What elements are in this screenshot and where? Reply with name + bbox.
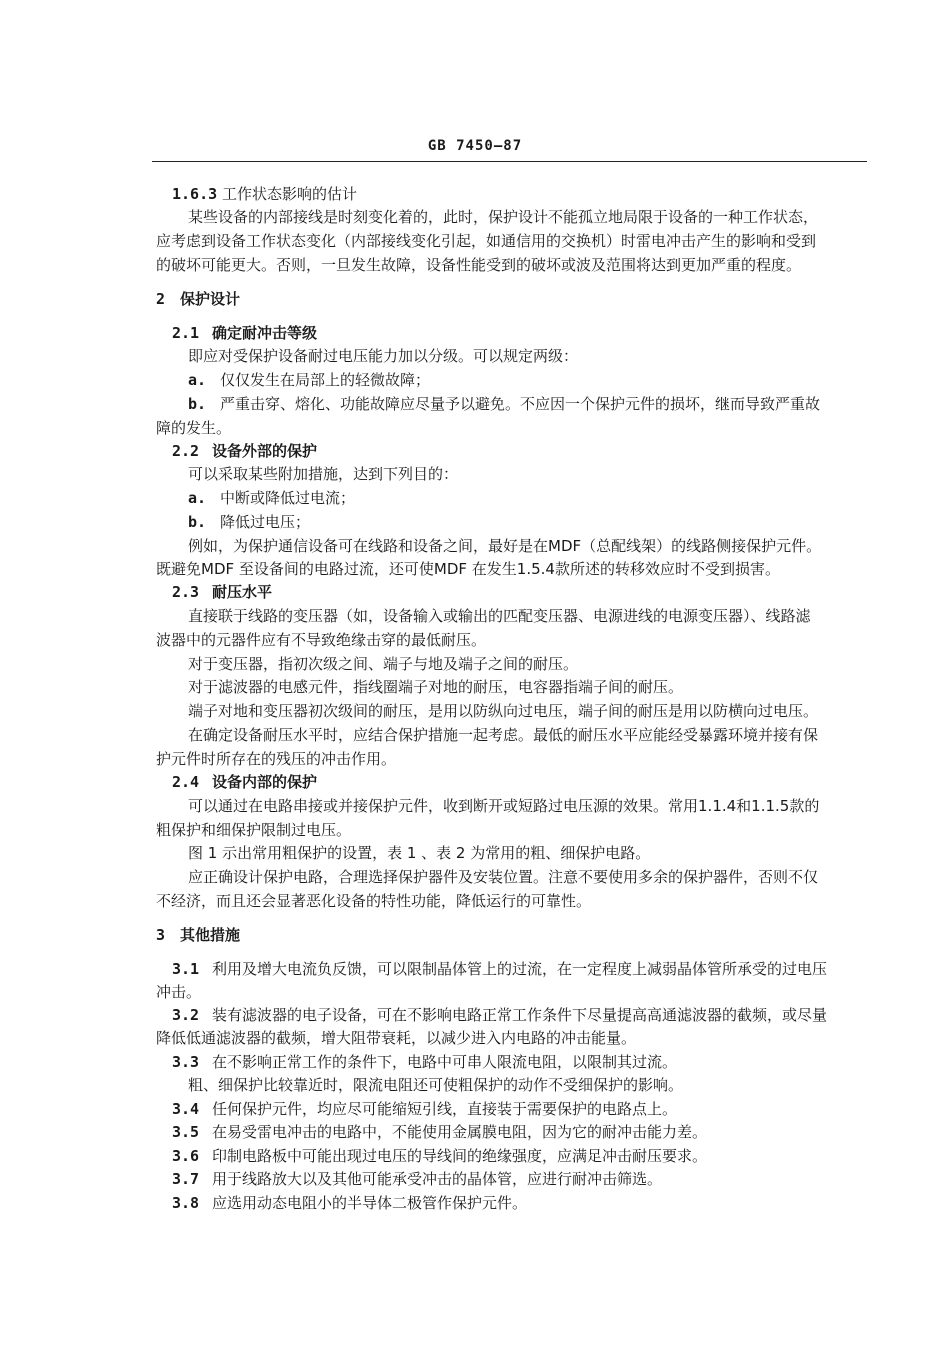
section-title: 保护设计 [180,290,241,308]
paragraph: 护元件时所存在的残压的冲击作用。 [156,750,397,768]
item-3-6 [172,1146,707,1166]
list-item-b [188,394,820,414]
list-label: a. [188,489,207,507]
paragraph: 障的发生。 [156,419,232,437]
paragraph: 对于变压器，指初次级之间、端子与地及端子之间的耐压。 [188,655,579,673]
paragraph: 可以通过在电路串接或并接保护元件，收到断开或短路过电压源的效果。常用1.1.4和1.1.5款的 [188,797,820,815]
paragraph: 粗、细保护比较靠近时，限流电阻还可使粗保护的动作不受细保护的影响。 [188,1076,684,1094]
paragraph: 图 1 示出常用粗保护的设置，表 1 、表 2 为常用的粗、细保护电路。 [188,844,651,862]
paragraph: 对于滤波器的电感元件，指线圈端子对地的耐压，电容器指端子间的耐压。 [188,678,684,696]
paragraph: 粗保护和细保护限制过电压。 [156,821,352,839]
paragraph: 即应对受保护设备耐过电压能力加以分级。可以规定两级： [188,347,579,365]
section-title: 其他措施 [180,926,241,944]
item-3-5 [172,1122,707,1142]
heading-2-1 [172,323,317,343]
section-title: 设备内部的保护 [212,773,318,791]
section-number: 2.3 [172,583,200,601]
section-title: 工作状态影响的估计 [222,185,358,203]
section-number: 2.1 [172,324,200,342]
paragraph: 应考虑到设备工作状态变化（内部接线变化引起，如通信用的交换机）时雷电冲击产生的影响和受到 [156,232,817,250]
section-title: 耐压水平 [212,583,273,601]
item-number: 3.4 [172,1100,200,1118]
section-title: 确定耐冲击等级 [212,324,318,342]
item-3-4 [172,1099,677,1119]
list-text: 严重击穿、熔化、功能故障应尽量予以避免。不应因一个保护元件的损坏，继而导致严重故 [220,395,821,413]
item-text: 用于线路放大以及其他可能承受冲击的晶体管，应进行耐冲击筛选。 [212,1170,663,1188]
list-label: a. [188,371,207,389]
item-3-3 [172,1052,677,1072]
list-text: 中断或降低过电流； [220,489,356,507]
item-text: 任何保护元件，均应尽可能缩短引线，直接装于需要保护的电路点上。 [212,1100,678,1118]
section-number: 2.2 [172,442,200,460]
item-number: 3.1 [172,960,200,978]
paragraph: 冲击。 [156,983,202,1001]
item-number: 3.5 [172,1123,200,1141]
section-number: 1.6.3 [172,185,218,203]
standard-header: GB 7450—87 [427,138,523,154]
heading-1-6-3 [172,184,357,204]
section-number: 2 [156,290,166,308]
item-text: 印制电路板中可能出现过电压的导线间的绝缘强度，应满足冲击耐压要求。 [212,1147,708,1165]
item-number: 3.8 [172,1194,200,1212]
item-number: 3.2 [172,1006,200,1024]
item-text: 在易受雷电冲击的电路中，不能使用金属膜电阻，因为它的耐冲击能力差。 [212,1123,708,1141]
heading-2 [156,289,240,309]
list-item-b [188,512,310,532]
item-3-7 [172,1169,662,1189]
item-3-8 [172,1193,527,1213]
item-number: 3.3 [172,1053,200,1071]
list-label: b. [188,513,207,531]
paragraph: 不经济，而且还会显著恶化设备的特性功能，降低运行的可靠性。 [156,892,592,910]
item-text: 在不影响正常工作的条件下，电路中可串人限流电阻，以限制其过流。 [212,1053,678,1071]
item-text: 应选用动态电阻小的半导体二极管作保护元件。 [212,1194,528,1212]
item-text: 装有滤波器的电子设备，可在不影响电路正常工作条件下尽量提高高通滤波器的截频，或尽量 [212,1006,828,1024]
paragraph: 应正确设计保护电路，合理选择保护器件及安装位置。注意不要使用多余的保护器件，否则不仅 [188,868,819,886]
item-number: 3.7 [172,1170,200,1188]
paragraph: 在确定设备耐压水平时，应结合保护措施一起考虑。最低的耐压水平应能经受暴露环境并接有保 [188,726,819,744]
list-text: 降低过电压； [220,513,311,531]
heading-2-3 [172,582,272,602]
item-3-1 [172,959,827,979]
paragraph: 降低低通滤波器的截频，增大阻带衰耗，以减少进入内电路的冲击能量。 [156,1029,637,1047]
header-rule [152,161,867,162]
list-item-a [188,488,355,508]
paragraph: 某些设备的内部接线是时刻变化着的，此时，保护设计不能孤立地局限于设备的一种工作状态， [188,208,819,226]
heading-2-4 [172,772,317,792]
section-number: 3 [156,926,166,944]
paragraph: 端子对地和变压器初次级间的耐压，是用以防纵向过电压，端子间的耐压是用以防横向过电压。 [188,702,819,720]
item-text: 利用及增大电流负反馈，可以限制晶体管上的过流，在一定程度上减弱晶体管所承受的过电压 [212,960,828,978]
paragraph: 既避免MDF 至设备间的电路过流，还可使MDF 在发生1.5.4款所述的转移效应时不受到损害。 [156,560,780,578]
section-number: 2.4 [172,773,200,791]
heading-3 [156,925,240,945]
list-item-a [188,370,430,390]
list-text: 仅仅发生在局部上的轻微故障； [220,371,431,389]
list-label: b. [188,395,207,413]
paragraph: 例如，为保护通信设备可在线路和设备之间，最好是在MDF（总配线架）的线路侧接保护元件。 [188,537,822,555]
paragraph: 可以采取某些附加措施，达到下列目的： [188,465,459,483]
item-number: 3.6 [172,1147,200,1165]
paragraph: 波器中的元器件应有不导致绝缘击穿的最低耐压。 [156,631,487,649]
item-3-2 [172,1005,827,1025]
paragraph: 的破坏可能更大。否则，一旦发生故障，设备性能受到的破坏或波及范围将达到更加严重的程度。 [156,256,802,274]
section-title: 设备外部的保护 [212,442,318,460]
paragraph: 直接联于线路的变压器（如，设备输入或输出的匹配变压器、电源进线的电源变压器）、线路滤 [188,607,811,625]
heading-2-2 [172,441,317,461]
